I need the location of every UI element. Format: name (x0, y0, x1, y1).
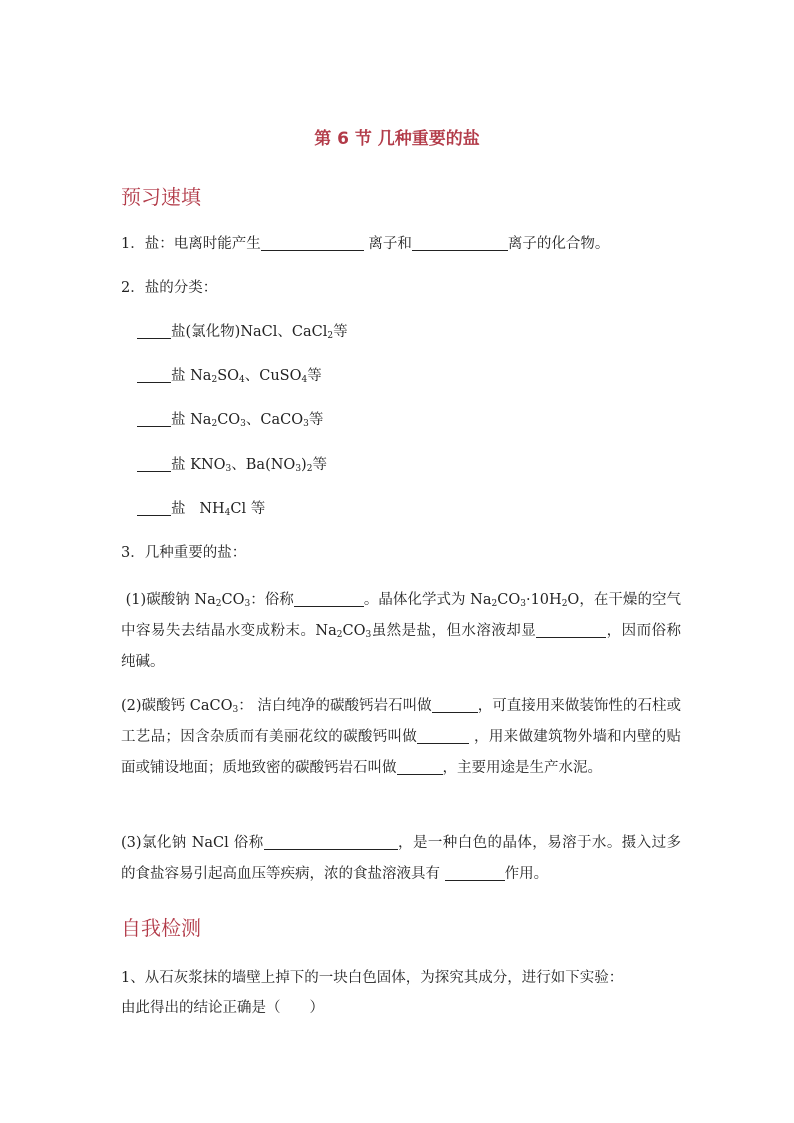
fill-blank[interactable] (445, 866, 505, 882)
section-heading-preview: 预习速填 (121, 185, 201, 209)
question-3-2: (2)碳酸钙 CaCO$_3$： 洁白纯净的碳酸钙岩石叫做 ，可直接用来做装饰性的石柱或工艺品；因含杂质而有美丽花纹的碳酸钙叫做 ，用来做建筑物外墙和内壁的贴面或铺设地面；质地致密的碳酸钙岩石叫做 ，主要用途是生产水泥。 (121, 698, 682, 776)
question-3-1: (1)碳酸钠 $Na_2CO_3$：俗称 。晶体化学式为 $Na_2CO_3\cdot 10H_2O$，在干燥的空气中容易失去结晶水变成粉末。$Na_2CO_3$虽然是盐，但水溶液却显 ，因而俗称纯碱。 (121, 592, 682, 670)
fill-blank[interactable] (536, 623, 606, 639)
question-3-3: (3)氯化钠 NaCl 俗称 ，是一种白色的晶体，易溶于水。摄入过多的食盐容易引起高血压等疾病，浓的食盐溶液具有 作用。 (121, 835, 682, 882)
salt-type-row-2: 盐 $Na_2SO_4$、CuSO$_4$等 (137, 361, 697, 391)
fill-blank[interactable] (137, 501, 171, 517)
fill-blank[interactable] (137, 368, 171, 384)
fill-blank[interactable] (261, 236, 364, 252)
salt-type-row-4: 盐 $KNO_3$、$Ba(NO_3)_2$等 (137, 450, 697, 480)
fill-blank[interactable] (412, 236, 508, 252)
check-question-1-line-1: 1、从石灰浆抹的墙壁上掉下的一块白色固体，为探究其成分，进行如下实验： (121, 970, 624, 986)
question-2-label: 2．盐的分类： (121, 280, 218, 296)
fill-blank[interactable] (137, 457, 171, 473)
salt-type-row-3: 盐 $Na_2CO_3$、CaCO$_3$等 (137, 405, 697, 435)
question-3-label: 3．几种重要的盐： (121, 545, 247, 561)
fill-blank[interactable] (137, 324, 171, 340)
salt-type-row-5: 盐 $NH_4Cl$ 等 (137, 494, 697, 524)
check-question-1-line-2: 由此得出的结论正确是（ ） (121, 1000, 324, 1016)
fill-blank[interactable] (264, 835, 398, 851)
page-title: 第 6 节 几种重要的盐 (314, 129, 480, 149)
question-1: 1．盐：电离时能产生 离子和 离子的化合物。 (121, 236, 610, 252)
fill-blank[interactable] (294, 592, 364, 608)
section-heading-check: 自我检测 (121, 916, 201, 940)
fill-blank[interactable] (417, 729, 469, 745)
salt-type-row-1: 盐(氯化物)NaCl、CaCl$_2$等 (137, 317, 697, 347)
fill-blank[interactable] (397, 760, 443, 776)
fill-blank[interactable] (137, 412, 171, 428)
fill-blank[interactable] (432, 698, 478, 714)
